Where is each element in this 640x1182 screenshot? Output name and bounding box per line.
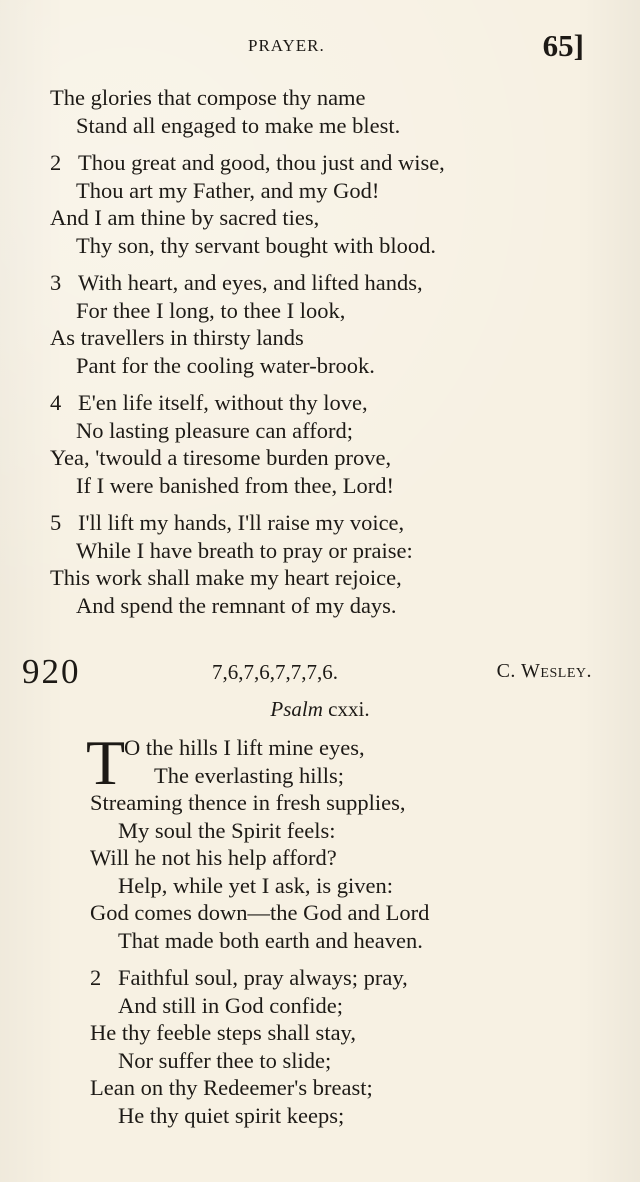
continued-hymn [50,84,590,629]
verse-line: No lasting pleasure can afford; [76,417,353,443]
hymn-meter: 7,6,7,6,7,7,7,6. [212,660,338,684]
verse-line: Help, while yet I ask, is given: [118,872,393,898]
verse-number: 2 [50,150,62,175]
verse-line: That made both earth and heaven. [118,927,423,953]
verse-line: And I am thine by sacred ties, [50,205,320,230]
verse-line: And spend the remnant of my days. [76,592,397,618]
verse-1 [50,84,590,139]
verse-number: 5 [50,510,62,535]
verse-3 [50,269,590,379]
verse-line: My soul the Spirit feels: [118,817,336,843]
hymn-number: 920 [22,652,81,691]
verse-line: Streaming thence in fresh supplies, [90,790,406,815]
psalm-number: cxxi. [328,697,370,721]
hymn-author: C. Wesley. [496,660,592,682]
verse-line: Pant for the cooling water-brook. [76,352,375,378]
running-header: PRAYER. [248,36,325,55]
verse-line: As travellers in thirsty lands [50,325,304,350]
verse-line: The glories that compose thy name [50,85,366,110]
verse-line: E'en life itself, without thy love, [78,390,368,415]
verse-line: God comes down—the God and Lord [90,900,430,925]
verse-number: 4 [50,390,62,415]
verse-number: 2 [90,965,102,990]
hymn-heading [22,652,592,690]
verse-line: And still in God confide; [118,992,343,1018]
verse-number: 3 [50,270,62,295]
verse-line: Stand all engaged to make me blest. [76,112,401,138]
verse-line: For thee I long, to thee I look, [76,297,346,323]
verse-line: O the hills I lift mine eyes, [124,735,365,760]
drop-cap: T [86,727,126,798]
verse-2 [90,964,590,1129]
verse-line: The everlasting hills; [154,762,344,788]
verse-line: Thou art my Father, and my God! [76,177,380,203]
verse-5 [50,509,590,619]
verse-line: Thy son, thy servant bought with blood. [76,232,436,258]
verse-line: I'll lift my hands, I'll raise my voice, [78,510,405,535]
verse-line: With heart, and eyes, and lifted hands, [78,270,423,295]
verse-2 [50,149,590,259]
psalm-label: Psalm [270,697,323,721]
verse-line: Lean on thy Redeemer's breast; [90,1075,373,1100]
hymn-920-text [86,727,590,1139]
psalm-reference [0,697,640,722]
verse-line: Thou great and good, thou just and wise, [78,150,445,175]
verse-line: He thy feeble steps shall stay, [90,1020,356,1045]
verse-1 [90,734,590,954]
verse-line: This work shall make my heart rejoice, [50,565,402,590]
verse-line: Nor suffer thee to slide; [118,1047,332,1073]
verse-line: Faithful soul, pray always; pray, [118,965,408,990]
verse-line: While I have breath to pray or praise: [76,537,413,563]
verse-line: He thy quiet spirit keeps; [118,1102,345,1128]
page-number: 65] [542,28,584,63]
verse-line: If I were banished from thee, Lord! [76,472,394,498]
verse-4 [50,389,590,499]
verse-line: Yea, 'twould a tiresome burden prove, [50,445,392,470]
verse-line: Will he not his help afford? [90,845,337,870]
